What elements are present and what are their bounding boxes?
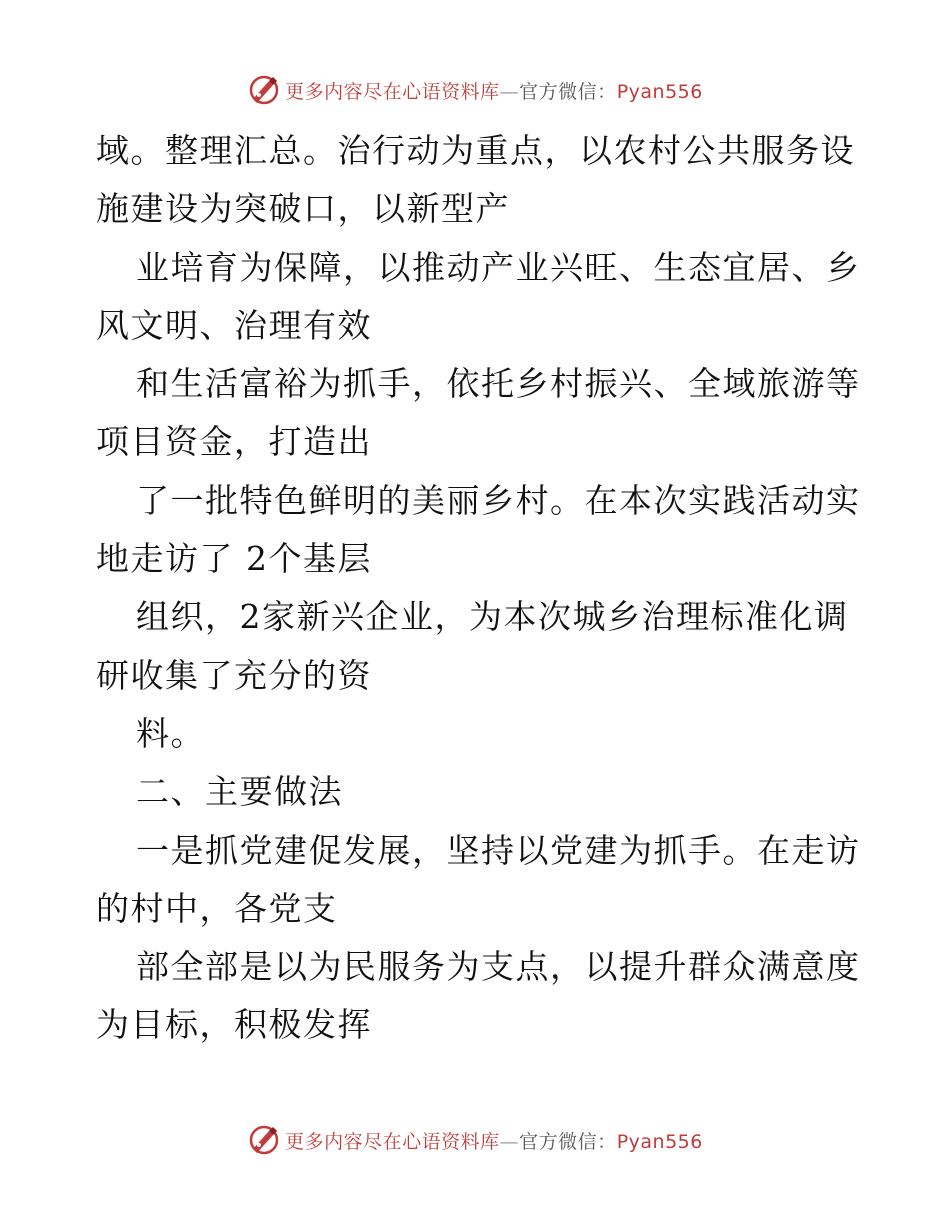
footer-watermark	[0, 1120, 950, 1160]
text-line: 了一批特色鲜明的美丽乡村。在本次实践活动实	[136, 480, 861, 520]
text-line: 部全部是以为民服务为支点，以提升群众满意度	[136, 947, 861, 987]
text-line: 和生活富裕为抓手，依托乡村振兴、全域旅游等	[136, 364, 861, 404]
watermark-id: Pyan556	[616, 80, 703, 103]
text-line: 施建设为突破口，以新型产	[96, 189, 510, 229]
text-line: 一是抓党建促发展，坚持以党建为抓手。在走访	[136, 830, 861, 870]
pen-logo-icon	[247, 73, 281, 107]
text-line: 项目资金，打造出	[96, 422, 372, 462]
document-body	[96, 122, 866, 1055]
watermark-text	[285, 77, 703, 104]
text-line: 风文明、治理有效	[96, 305, 372, 345]
watermark-sub: 官方微信：	[519, 80, 617, 103]
text-line: 域。整理汇总。治行动为重点，以农村公共服务设	[96, 131, 855, 170]
watermark-text	[285, 1127, 703, 1154]
watermark-sub: 官方微信：	[519, 1130, 617, 1153]
text-line: 业培育为保障，以推动产业兴旺、生态宜居、乡	[136, 247, 861, 287]
text-line: 地走访了 2个基层	[96, 539, 372, 579]
text-line: 二、主要做法	[136, 772, 343, 812]
text-line: 料。	[136, 713, 205, 753]
watermark-brand: 更多内容尽在心语资料库	[285, 1130, 500, 1153]
text-line: 组织，2家新兴企业，为本次城乡治理标准化调	[136, 597, 849, 637]
text-line: 为目标，积极发挥	[96, 1005, 372, 1045]
header-watermark	[0, 70, 950, 110]
watermark-dash: —	[499, 1130, 520, 1153]
pen-logo-icon	[247, 1123, 281, 1157]
text-line: 研收集了充分的资	[96, 655, 372, 695]
watermark-dash: —	[499, 80, 520, 103]
watermark-id: Pyan556	[616, 1130, 703, 1153]
watermark-brand: 更多内容尽在心语资料库	[285, 80, 500, 103]
text-line: 的村中，各党支	[96, 888, 338, 928]
